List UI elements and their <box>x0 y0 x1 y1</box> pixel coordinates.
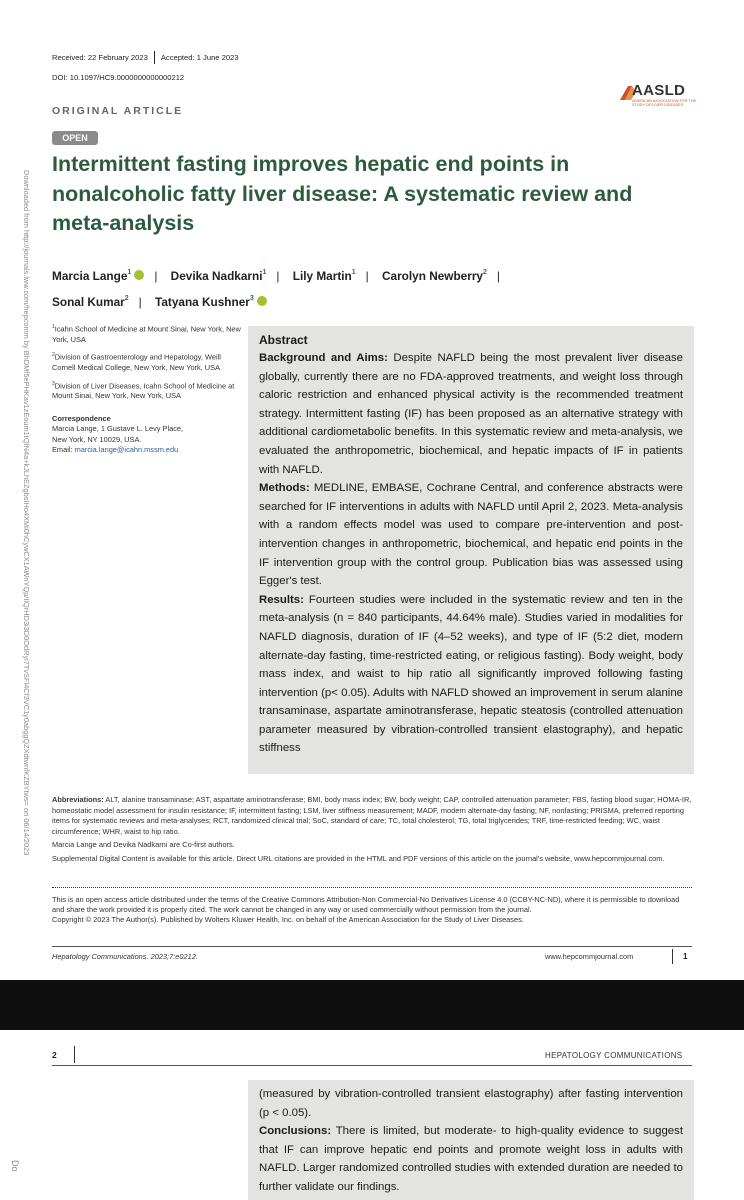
abstract-box-continued <box>248 1080 694 1200</box>
correspondence-address-line: Marcia Lange, 1 Gustave L. Levy Place, <box>52 424 184 434</box>
orcid-icon[interactable] <box>257 296 267 306</box>
copyright-text: Copyright © 2023 The Author(s). Published by Wolters Kluwer Health, Inc. on behalf of the American Association for the Study of Liver Diseases. <box>52 915 524 924</box>
affiliations <box>52 322 242 455</box>
page-2 <box>0 1030 744 1200</box>
affiliation: $^1$Icahn School of Medicine at Mount Sinai, New York, New York, USA <box>52 324 241 344</box>
email-link[interactable]: marcia.lange@icahn.mssm.edu <box>74 445 179 455</box>
license-text: This is an open access article distributed under the terms of the Creative Commons Attribution-Non Commercial-No Derivatives License 4.0 (CCBY-NC-ND), where it is permissible to download and share the work provided it is properly cited. The work cannot be changed in any way or used commercially without permission from the journal. <box>52 895 680 914</box>
page-number: 1 <box>683 952 688 961</box>
abbreviations: Abbreviations: ALT, alanine transaminase; AST, aspartate aminotransferase; BMI, body mass index; BW, body weight; CAP, controlled attenuation parameter; FBS, fasting blood sugar; HOMA-IR, homeostatic model assessment for insulin resistance; IF, intermittent fasting; LSM, liver stiffness measurement; MADF, modern alternate-day fasting; NF, nonfasting; PRISMA, preferred reporting items for systematic reviews and meta-analyses; RCT, randomized clinical trial; SoC, standard of care; TC, total cholesterol; TG, total triglycerides; TRF, time-restricted feeding; WC, waist circumference; WHR, waist to hip ratio. <box>52 795 692 836</box>
affiliation: $^2$Division of Gastroenterology and Hepatology, Weill Cornell Medical College, New York, New York, USA <box>52 352 221 373</box>
abstract-box <box>248 326 694 774</box>
article-title: Intermittent fasting improves hepatic end points in nonalcoholic fatty liver disease: A systematic review and meta-analysis <box>52 152 633 235</box>
abstract-results: Results: Fourteen studies were included in the systematic review and ten in the meta-analysis (n = 840 participants, 44.64% male). Studies varied in modalities for NAFLD diagnosis, duration of IF (4–52 weeks), and type of IF (5:2 diet, modern alternate-day fasting, time-restricted eating, or religious fasting). Body weight, body mass index, and waist to hip ratio all significantly improved following fasting intervention (p< 0.05). Adults with NAFLD showed an improvement in serum alanine transaminase, aspartate aminotransferase, hepatic steatosis (controlled attenuation parameter measured by vibration-controlled transient elastography), and hepatic stiffness <box>259 593 683 755</box>
footer-citation: Hepatology Communications. 2023;7:e0212. <box>52 952 198 961</box>
correspondence-heading: Correspondence <box>52 413 111 423</box>
abbreviations-block <box>52 795 692 867</box>
header-separator <box>74 1046 75 1063</box>
header-rule <box>52 1065 692 1066</box>
download-watermark-page2: Do <box>10 1160 20 1172</box>
divider <box>52 887 692 888</box>
abstract-conclusions: Conclusions: There is limited, but moderate- to high-quality evidence to suggest that IF can improve hepatic end points and promote weight loss in adults with NAFLD. Larger randomized controlled studies with extended duration are needed to further validate our findings. <box>259 1125 683 1193</box>
logo-subtext: AMERICAN ASSOCIATION FOR THE STUDY OF LIVER DISEASES <box>632 99 697 108</box>
cofirst-note: Marcia Lange and Devika Nadkarni are Co-first authors. <box>52 840 235 849</box>
footer-rule <box>52 946 692 947</box>
supplemental-note: Supplemental Digital Content is available for this article. Direct URL citations are provided in the HTML and PDF versions of this article on the journal's website, www.hepcommjournal.com. <box>52 853 665 863</box>
running-header: HEPATOLOGY COMMUNICATIONS <box>545 1051 683 1060</box>
abstract-heading: Abstract <box>259 333 308 347</box>
logo-text: AASLD <box>632 82 686 99</box>
affiliation: $^3$Division of Liver Diseases, Icahn School of Medicine at Mount Sinai, New York, New York, USA <box>52 380 235 401</box>
accepted-date: Accepted: 1 June 2023 <box>160 53 239 62</box>
author[interactable]: Devika Nadkarni$^1$ <box>170 268 267 283</box>
footer-url[interactable]: www.hepcommjournal.com <box>545 952 634 961</box>
abstract-background: Background and Aims: Despite NAFLD being the most prevalent liver disease globally, currently there are no FDA-approved treatments, and weight loss through caloric restriction and enhanced physical activity is the recommended treatment strategy. Intermittent fasting (IF) has been proposed as an alternative strategy with additional cardiometabolic benefits. In this systematic review and meta-analysis, we evaluated the anthropometric, biochemical, and hepatic impacts of IF in patients with NAFLD. <box>259 352 684 476</box>
author[interactable]: Tatyana Kushner$^3$ <box>155 288 267 314</box>
correspondence-email: Email: marcia.lange@icahn.mssm.edu <box>52 445 179 455</box>
abstract-results-continued: (measured by vibration-controlled transient elastography) after fasting intervention (p < 0.05). <box>259 1088 683 1119</box>
author[interactable]: Sonal Kumar$^2$ <box>52 295 129 310</box>
correspondence-address-line: New York, NY 10029, USA. <box>52 434 142 444</box>
footer-separator <box>672 949 673 964</box>
article-type: ORIGINAL ARTICLE <box>52 105 184 117</box>
download-watermark: Downloaded from http://journals.lww.com/hepcomm by BhDMf5ePHKav1zEoum1tQfN4a+kJLhEZgbsIHo4XMi0hCywCX1AWnYQp/IlQrHD3i3D0OdRyi7TvSFl4Cf3VC1y0abggQZXdtwnfKZBYtws= on 06/14/2023 <box>22 170 31 856</box>
abstract-methods: Methods: MEDLINE, EMBASE, Cochrane Central, and conference abstracts were searched for IF interventions in adults with NAFLD until April 2, 2023. Meta-analysis with a random effects model was used to compare pre-intervention and post-intervention changes in anthropometric, biochemical, and hepatic end points in the IF intervention group with the control group. Publication bias was assessed using Egger's test. <box>259 482 683 588</box>
open-access-badge: OPEN <box>52 131 98 145</box>
page-number: 2 <box>52 1050 57 1060</box>
article-dates <box>52 51 239 64</box>
page-gap <box>0 980 744 1030</box>
author-list: Marcia Lange$^1$ | Devika Nadkarni$^1$ | Lily Martin$^1$ | Carolyn Newberry$^2$ | Sonal Kumar$^2$ | Tatyana Kushner$^3$ <box>52 262 672 315</box>
author[interactable]: Carolyn Newberry$^2$ <box>382 268 487 283</box>
author[interactable]: Marcia Lange$^1$ <box>52 262 144 288</box>
received-date: Received: 22 February 2023 <box>52 53 148 62</box>
date-separator <box>154 51 155 64</box>
orcid-icon[interactable] <box>134 270 144 280</box>
open-access-block <box>52 895 692 925</box>
doi[interactable]: DOI: 10.1097/HC9.0000000000000212 <box>52 73 185 82</box>
author[interactable]: Lily Martin$^1$ <box>292 268 356 283</box>
